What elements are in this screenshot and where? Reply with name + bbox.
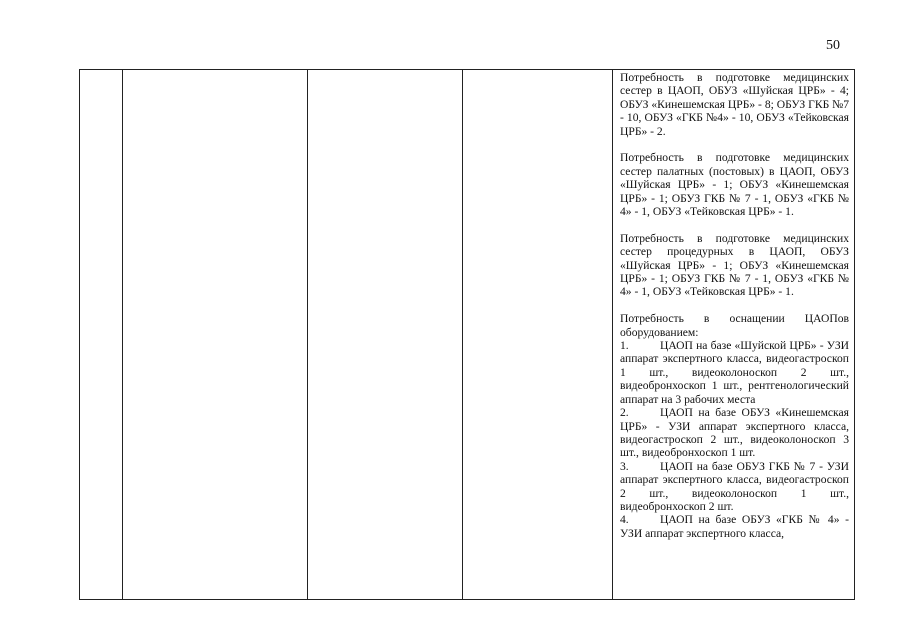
list-item — [620, 406, 849, 460]
paragraph-nurse-training: Потребность в подготовке медицинских сестер в ЦАОП, ОБУЗ «Шуйская ЦРБ» - 4; ОБУЗ «Кинешемская ЦРБ» - 8; ОБУЗ ГКБ №7 - 10, ОБУЗ «ГКБ №4» - 10, ОБУЗ «Тейковская ЦРБ» - 2. — [620, 71, 849, 138]
list-item — [620, 513, 849, 540]
table-cell-col3 — [308, 70, 463, 600]
paragraph-equipment-intro: Потребность в оснащении ЦАОПов оборудованием: — [620, 312, 849, 339]
list-item — [620, 460, 849, 514]
table-cell-col1 — [80, 70, 123, 600]
table-cell-col2 — [123, 70, 308, 600]
list-item-text: ЦАОП на базе ОБУЗ «Кинешемская ЦРБ» - УЗИ аппарат экспертного класса, видеогастроскоп 2 шт., видеоколоноскоп 3 шт., видеобронхоскоп 1 шт. — [620, 406, 849, 460]
table-row — [80, 70, 855, 600]
list-item-number: 3. — [620, 459, 629, 473]
list-item — [620, 339, 849, 406]
document-table — [79, 69, 855, 600]
list-item-text: ЦАОП на базе ОБУЗ ГКБ № 7 - УЗИ аппарат экспертного класса, видеогастроскоп 2 шт., видеоколоноскоп 1 шт., видеобронхоскоп 2 шт. — [620, 459, 849, 513]
paragraph-procedure-nurse-training: Потребность в подготовке медицинских сестер процедурных в ЦАОП, ОБУЗ «Шуйская ЦРБ» - 1; ОБУЗ «Кинешемская ЦРБ» - 1; ОБУЗ ГКБ № 7 - 1, ОБУЗ «ГКБ № 4» - 1, ОБУЗ «Тейковская ЦРБ» - 1. — [620, 231, 849, 299]
paragraph-ward-nurse-training: Потребность в подготовке медицинских сестер палатных (постовых) в ЦАОП, ОБУЗ «Шуйская ЦРБ» - 1; ОБУЗ «Кинешемская ЦРБ» - 1; ОБУЗ ГКБ № 7 - 1, ОБУЗ «ГКБ № 4» - 1, ОБУЗ «Тейковская ЦРБ» - 1. — [620, 151, 849, 219]
list-item-text: ЦАОП на базе ОБУЗ «ГКБ № 4» - УЗИ аппарат экспертного класса, — [620, 513, 849, 540]
list-item-text: ЦАОП на базе «Шуйской ЦРБ» - УЗИ аппарат экспертного класса, видеогастроскоп 1 шт., видеоколоноскоп 2 шт., видеобронхоскоп 1 шт., рентгенологический аппарат на 3 рабочих места — [620, 339, 849, 406]
list-item-number: 4. — [620, 513, 629, 527]
table-cell-content — [613, 70, 855, 600]
page-number: 50 — [826, 38, 840, 53]
table-cell-col4 — [463, 70, 613, 600]
list-item-number: 1. — [620, 339, 629, 353]
list-item-number: 2. — [620, 406, 629, 420]
